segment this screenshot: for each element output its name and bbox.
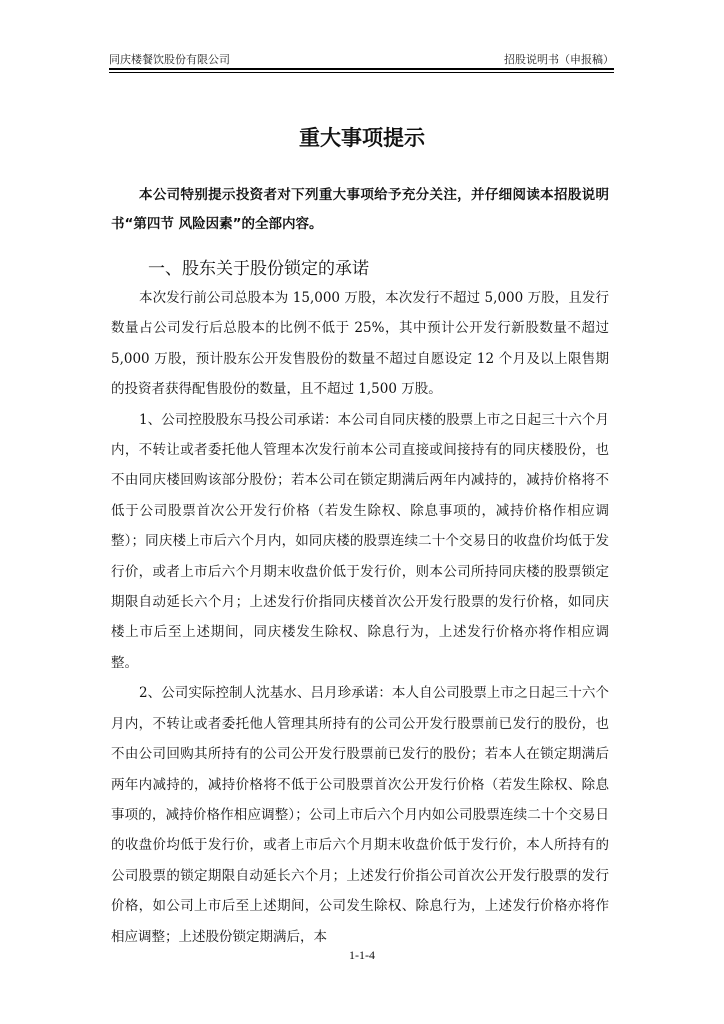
company-name: 同庆楼餐饮股份有限公司 (109, 53, 230, 66)
section-heading: 一、股东关于股份锁定的承诺 (148, 259, 369, 279)
intro-notice: 本公司特别提示投资者对下列重大事项给予充分关注，并仔细阅读本招股说明书“第四节 风险因素”的全部内容。 (111, 187, 609, 232)
page-title: 重大事项提示 (299, 126, 425, 150)
header-rule-thin (109, 72, 614, 73)
body-text (111, 283, 609, 952)
paragraph-controlling-shareholder: 1、公司控股股东马投公司承诺：本公司自同庆楼的股票上市之日起三十六个月内，不转让或者委托他人管理本次发行前本公司直接或间接持有的同庆楼股份，也不由同庆楼回购该部分股份；若本公司在锁定期满后两年内减持的，减持价格将不低于公司股票首次公开发行价格（若发生除权、除息事项的，减持价格作相应调整）；同庆楼上市后六个月内，如同庆楼的股票连续二十个交易日的收盘价均低于发行价，或者上市后六个月期末收盘价低于发行价，则本公司所持同庆楼的股票锁定期限自动延长六个月；上述发行价指同庆楼首次公开发行股票的发行价格，如同庆楼上市后至上述期间，同庆楼发生除权、除息行为，上述发行价格亦将作相应调整。 (111, 411, 609, 671)
header-rule-thick (109, 68, 614, 70)
document-type: 招股说明书（申报稿） (504, 53, 614, 66)
page-header (109, 51, 614, 67)
paragraph-actual-controller: 2、公司实际控制人沈基水、吕月珍承诺：本人自公司股票上市之日起三十六个月内，不转让或者委托他人管理其所持有的公司公开发行股票前已发行的股份，也不由公司回购其所持有的公司公开发行股票前已发行的股份；若本人在锁定期满后两年内减持的，减持价格将不低于公司股票首次公开发行价格（若发生除权、除息事项的，减持价格作相应调整）；公司上市后六个月内如公司股票连续二十个交易日的收盘价均低于发行价，或者上市后六个月期末收盘价低于发行价，本人所持有的公司股票的锁定期限自动延长六个月；上述发行价指公司首次公开发行股票的发行价格，如公司上市后至上述期间，公司发生除权、除息行为，上述发行价格亦将作相应调整；上述股份锁定期满后，本 (111, 685, 609, 945)
paragraph-share-capital: 本次发行前公司总股本为 15,000 万股，本次发行不超过 5,000 万股，且发行数量占公司发行后总股本的比例不低于 25%，其中预计公开发行新股数量不超过 5,000 万股，预计股东公开发售股份的数量不超过自愿设定 12 个月及以上限售期的投资者获得配售股份的数量，且不超过 1,500 万股。 (111, 290, 609, 398)
page-number: 1-1-4 (349, 948, 375, 962)
